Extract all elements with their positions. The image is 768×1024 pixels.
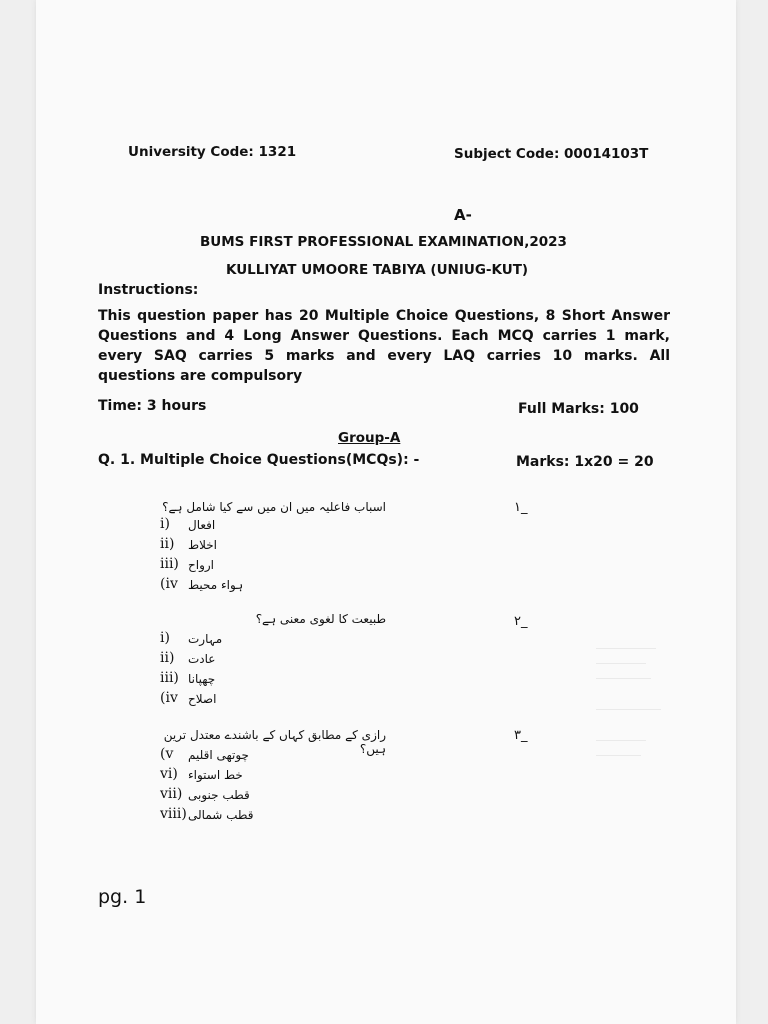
option-text: ہواء محیط	[188, 578, 244, 592]
option-number: i)	[160, 630, 170, 646]
option-number: ii)	[160, 536, 175, 552]
option	[160, 536, 310, 556]
option-number: iii)	[160, 556, 179, 572]
option	[160, 650, 310, 670]
full-marks-label: Full Marks: 100	[518, 401, 639, 417]
bleed-through-marks	[596, 640, 676, 820]
question-text: رازی کے مطابق کہاں کے باشندے معتدل ترین ہیں؟	[163, 728, 386, 756]
option-number: vi)	[160, 766, 178, 782]
set-label: A-	[454, 206, 472, 224]
option-number: ii)	[160, 650, 175, 666]
university-code: University Code: 1321	[128, 144, 297, 160]
option-number: iii)	[160, 670, 179, 686]
option-text: قطب جنوبی	[188, 788, 250, 802]
option-text: مہارت	[188, 632, 223, 646]
option-text: اخلاط	[188, 538, 218, 552]
option	[160, 576, 310, 596]
option-number: vii)	[160, 786, 183, 802]
option-number: (iv	[160, 690, 178, 706]
option	[160, 786, 310, 806]
option-number: (v	[160, 746, 174, 762]
group-heading: Group-A	[338, 430, 401, 446]
question-number: ۲_	[514, 614, 528, 629]
subject-code: Subject Code: 00014103T	[454, 146, 649, 162]
option-text: اصلاح	[188, 692, 217, 706]
option-text: خط استواء	[188, 768, 243, 782]
option	[160, 806, 310, 826]
question-text: طبیعت کا لغوی معنی ہے؟	[255, 612, 386, 626]
option	[160, 516, 310, 536]
option-number: viii)	[160, 806, 187, 822]
paper-title: KULLIYAT UMOORE TABIYA (UNIUG-KUT)	[226, 262, 529, 278]
exam-page	[36, 0, 736, 1024]
question-number: ۱_	[514, 500, 528, 515]
option-text: ارواح	[188, 558, 215, 572]
time-label: Time: 3 hours	[98, 398, 207, 414]
option	[160, 766, 310, 786]
option-number: i)	[160, 516, 170, 532]
option	[160, 690, 310, 710]
section-marks: Marks: 1x20 = 20	[516, 454, 654, 470]
option	[160, 746, 310, 766]
option-text: چوتھی اقلیم	[188, 748, 249, 762]
option-text: افعال	[188, 518, 216, 532]
option-text: چھپانا	[188, 672, 216, 686]
exam-title: BUMS FIRST PROFESSIONAL EXAMINATION,2023	[200, 234, 567, 250]
option-number: (iv	[160, 576, 178, 592]
question-text: اسباب فاعلیہ میں ان میں سے کیا شامل ہے؟	[162, 500, 386, 514]
instructions-text: This question paper has 20 Multiple Choice Questions, 8 Short Answer Questions and 4 Long Answer Questions. Each MCQ carries 1 mark, every SAQ carries 5 marks and every LAQ carries 10 marks. All questions are compulsory	[98, 308, 670, 384]
option	[160, 630, 310, 650]
option	[160, 670, 310, 690]
instructions-label: Instructions:	[98, 282, 199, 298]
option-text: قطب شمالی	[188, 808, 254, 822]
section-title: Q. 1. Multiple Choice Questions(MCQs): -	[98, 452, 420, 468]
question-number: ۳_	[514, 728, 528, 743]
option	[160, 556, 310, 576]
page-number: pg. 1	[98, 886, 147, 908]
option-text: عادت	[188, 652, 216, 666]
